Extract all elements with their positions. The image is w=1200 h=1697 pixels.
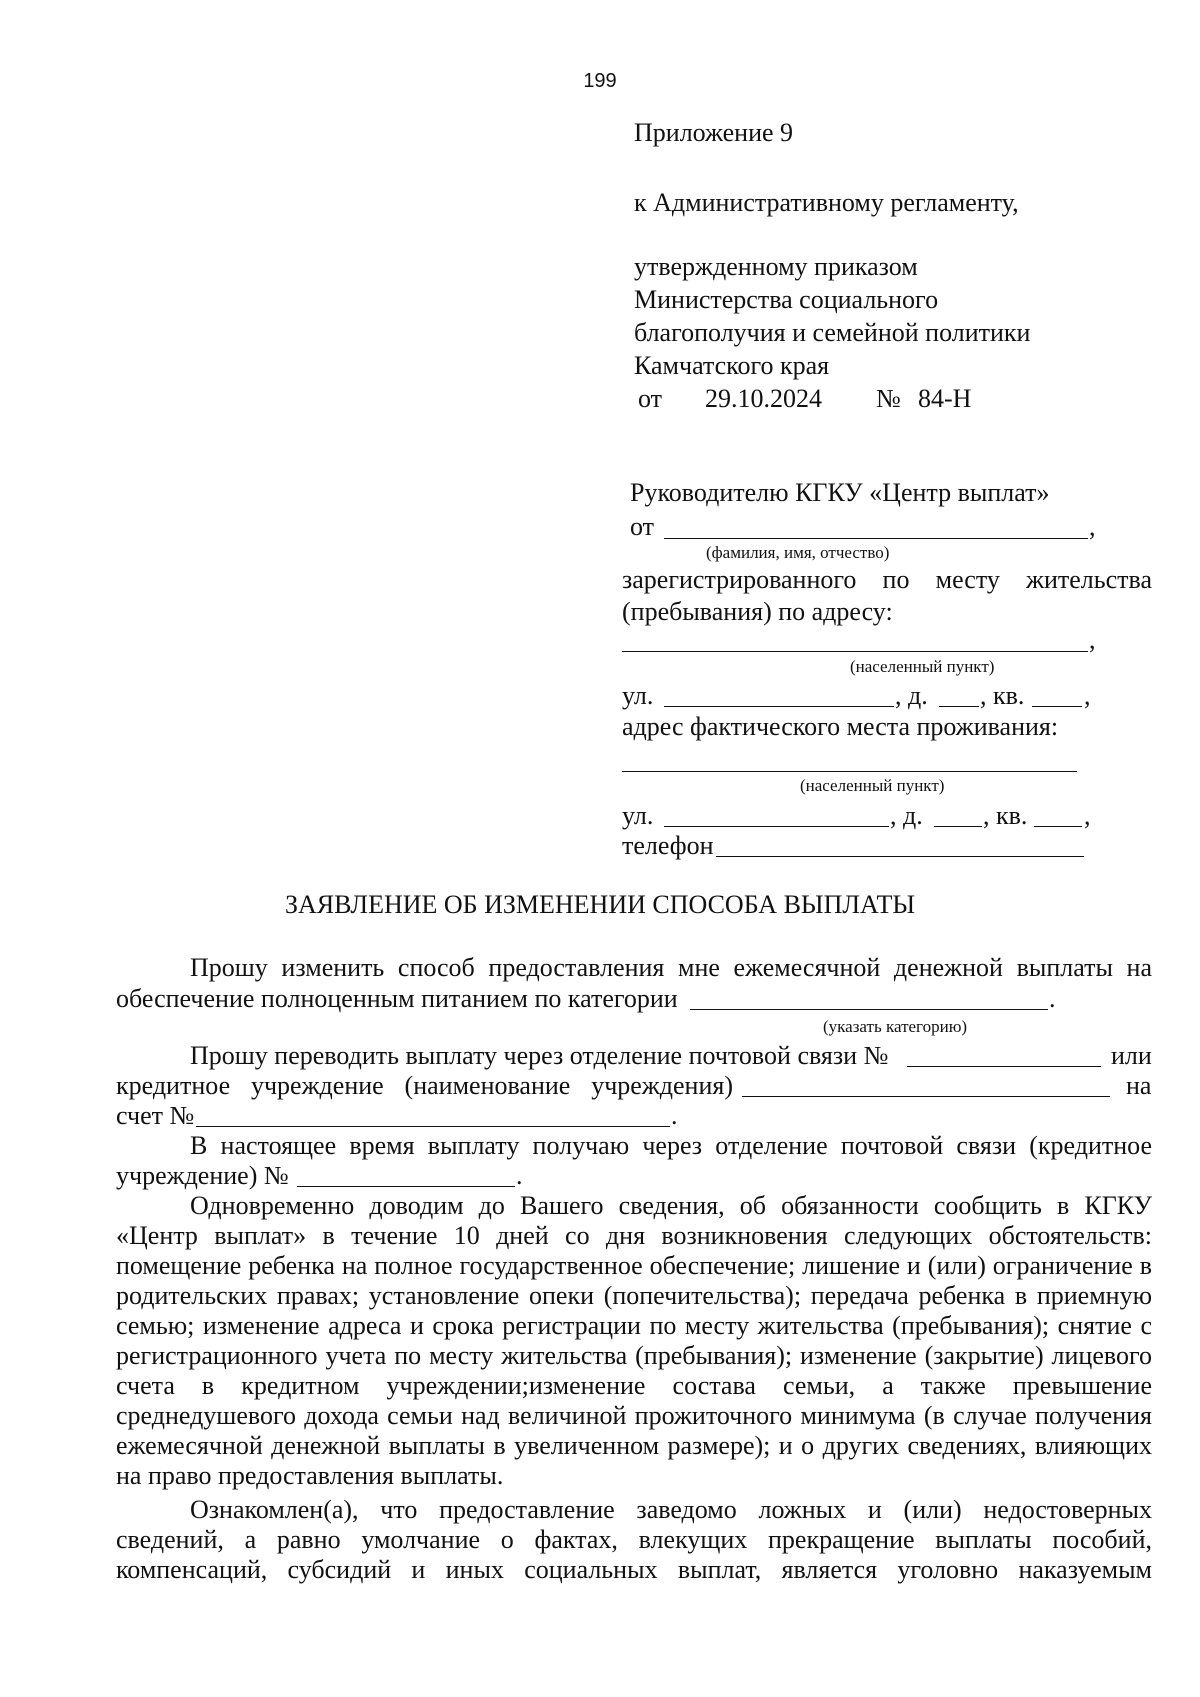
- p2-line-1-start: Прошу переводить выплату через отделение почтовой связи №: [190, 1041, 889, 1070]
- post-office-number-field[interactable]: [907, 1066, 1101, 1067]
- p2-line-1-end: или: [1111, 1041, 1152, 1070]
- category-field[interactable]: [690, 1009, 1048, 1010]
- appendix-approved-3: благополучия и семейной политики: [634, 318, 1031, 347]
- appendix-date: 29.10.2024: [705, 384, 822, 413]
- registered-apt-comma: ,: [1084, 681, 1091, 710]
- current-payment-field[interactable]: [297, 1186, 515, 1187]
- appendix-number-prefix: №: [876, 384, 901, 413]
- appendix-approved-4: Камчатского края: [634, 351, 830, 380]
- account-number-field[interactable]: [196, 1126, 670, 1127]
- actual-street-label: ул.: [622, 801, 654, 830]
- document-heading: ЗАЯВЛЕНИЕ ОБ ИЗМЕНЕНИИ СПОСОБА ВЫПЛАТЫ: [284, 890, 916, 919]
- actual-address-label: адрес фактического места проживания:: [622, 712, 1059, 741]
- p3-line-2: учреждение) №: [116, 1161, 289, 1190]
- actual-apt-label: , кв.: [983, 801, 1028, 830]
- registered-apt-field[interactable]: [1032, 706, 1082, 707]
- p4-paragraph: Одновременно доводим до Вашего сведения, об обязанности сообщить в КГКУ «Центр выплат» в течение 10 дней со дня возникновения следующих обстоятельств: помещение ребенка на полное государственное обеспечение; лишение и (или) ограничение в родительских правах; установление опеки (попечительства); передача ребенка в приемную семью; изменение адреса и срока регистрации по месту жительства (пребывания); снятие с регистрационного учета по месту жительства (пребывания); изменение (закрытие) лицевого счета в кредитном учреждении;изменение состава семьи, а также превышение среднедушевого дохода семьи над величиной прожиточного минимума (в случае получения ежемесячной денежной выплаты в увеличенном размере); и о других сведениях, влияющих на право предоставления выплаты.: [116, 1191, 1152, 1490]
- page-number: 199: [583, 70, 617, 92]
- phone-label: телефон: [622, 831, 714, 860]
- fio-comma: ,: [1089, 512, 1096, 541]
- fio-field[interactable]: [664, 538, 1088, 539]
- actual-settlement-field[interactable]: [622, 771, 1077, 772]
- registered-line-2: (пребывания) по адресу:: [622, 597, 893, 626]
- appendix-approved-2: Министерства социального: [634, 285, 939, 314]
- p5-paragraph: Ознакомлен(а), что предоставление заведомо ложных и (или) недостоверных сведений, а равно умолчание о фактах, влекущих прекращение выплаты пособий, компенсаций, субсидий и иных социальных выплат, является уголовно наказуемым: [116, 1495, 1152, 1584]
- credit-institution-field[interactable]: [742, 1096, 1110, 1097]
- actual-apt-comma: ,: [1084, 801, 1091, 830]
- registered-street-label: ул.: [622, 681, 654, 710]
- from-label: от: [630, 512, 655, 541]
- p1-period: .: [1049, 984, 1056, 1013]
- actual-house-field[interactable]: [934, 826, 982, 827]
- registered-street-field[interactable]: [664, 706, 894, 707]
- registered-settlement-comma: ,: [1089, 625, 1096, 654]
- p2-period: .: [671, 1101, 678, 1130]
- registered-house-field[interactable]: [939, 706, 979, 707]
- registered-line-1: зарегистрированного по месту жительства: [622, 565, 1152, 594]
- p2-line-3: счет №: [116, 1101, 195, 1130]
- phone-field[interactable]: [716, 856, 1084, 857]
- p2-line-2-start: кредитное учреждение (наименование учреждения): [116, 1071, 733, 1100]
- registered-apt-label: , кв.: [980, 681, 1025, 710]
- addressee-to: Руководителю КГКУ «Центр выплат»: [630, 478, 1050, 507]
- appendix-approved-1: утвержденному приказом: [634, 252, 918, 281]
- fio-hint: (фамилия, имя, отчество): [706, 543, 890, 562]
- registered-settlement-hint: (населенный пункт): [850, 657, 995, 676]
- p1-line-2: обеспечение полноценным питанием по категории: [116, 984, 678, 1013]
- appendix-regulation: к Административному регламенту,: [634, 188, 1019, 217]
- actual-house-label: , д.: [890, 801, 923, 830]
- actual-street-field[interactable]: [664, 826, 889, 827]
- registered-settlement-field[interactable]: [622, 651, 1088, 652]
- actual-settlement-hint: (населенный пункт): [800, 776, 945, 795]
- actual-apt-field[interactable]: [1034, 826, 1082, 827]
- p1-line-1: Прошу изменить способ предоставления мне ежемесячной денежной выплаты на: [190, 953, 1152, 982]
- registered-house-label: , д.: [895, 681, 928, 710]
- p3-line-1: В настоящее время выплату получаю через отделение почтовой связи (кредитное: [190, 1131, 1152, 1160]
- p3-period: .: [516, 1161, 523, 1190]
- appendix-date-prefix: от: [638, 384, 663, 413]
- appendix-number: 84-Н: [918, 384, 972, 413]
- category-hint: (указать категорию): [823, 1017, 968, 1036]
- p2-line-2-end: на: [1126, 1071, 1152, 1100]
- appendix-title: Приложение 9: [634, 118, 794, 147]
